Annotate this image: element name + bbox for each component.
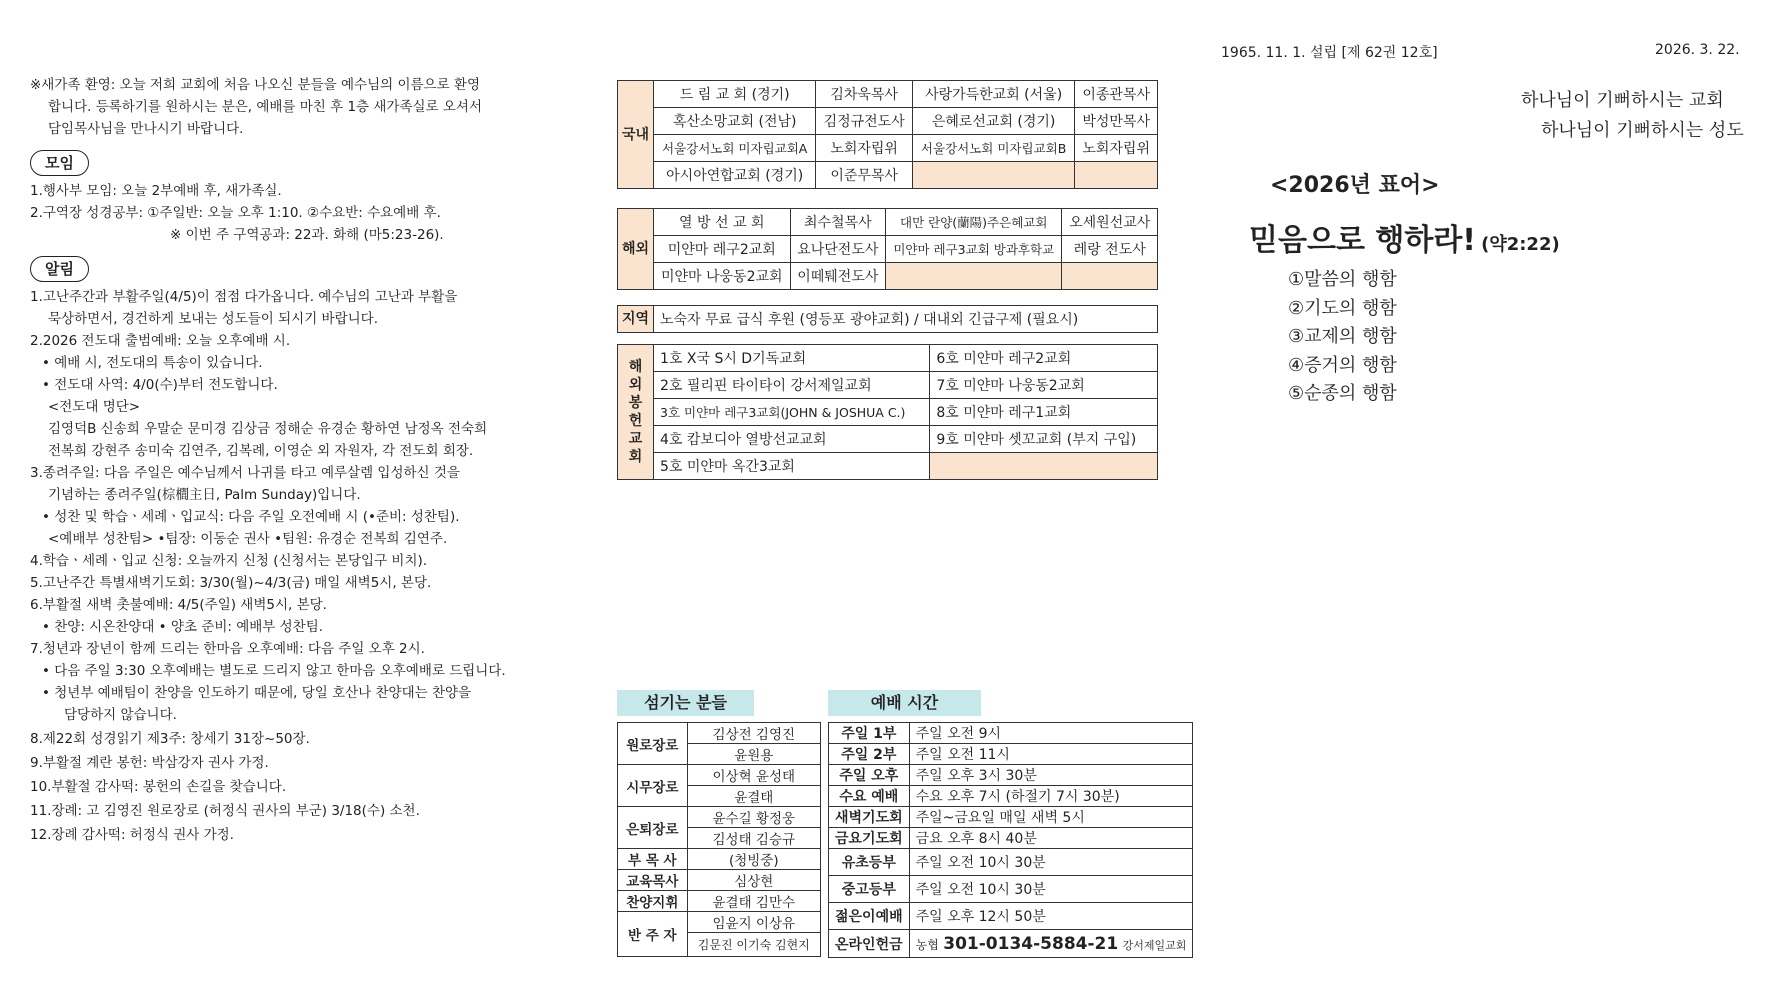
practice-item: ①말씀의 행함 — [1288, 269, 1397, 290]
service-time: 주일 오후 3시 30분 — [909, 765, 1193, 786]
name-cell: 심상현 — [687, 870, 820, 891]
practice-item: ⑤순종의 행함 — [1288, 383, 1397, 404]
established-line: 1965. 11. 1. 설립 [제 62권 12호] — [1221, 45, 1438, 61]
allim-line: 12.장례 감사떡: 허정식 권사 가정. — [30, 827, 234, 843]
motto-church: 하나님이 기뻐하시는 교회 — [1521, 90, 1724, 111]
domestic-side-label: 국내 — [618, 81, 654, 189]
name-cell: 이상혁 윤성태 — [687, 765, 820, 786]
table-cell: 4호 캄보디아 열방선교교회 — [654, 426, 930, 453]
empty-cell — [930, 453, 1158, 480]
table-cell: 6호 미얀마 레구2교회 — [930, 345, 1158, 372]
service-name: 수요 예배 — [829, 786, 910, 807]
year-slogan: 믿음으로 행하라! — [1249, 223, 1476, 258]
table-cell: 노회자립위 — [816, 135, 913, 162]
announcements-column — [30, 74, 590, 846]
table-cell: 미얀마 나웅동2교회 — [654, 263, 791, 290]
overseas-side-label: 해외 — [618, 209, 654, 290]
mission-side-label: 해외봉헌교회 — [618, 345, 654, 480]
table-cell: 미얀마 레구2교회 — [654, 236, 791, 263]
moim-item: 2.구역장 성경공부: ①주일반: 오늘 오후 1:10. ②수요반: 수요예배 후. — [30, 205, 441, 221]
allim-line: • 예배 시, 전도대의 특송이 있습니다. — [42, 355, 263, 371]
moim-heading: 모임 — [30, 150, 89, 176]
service-time: 주일 오전 9시 — [909, 723, 1193, 744]
allim-line: 1.고난주간과 부활주일(4/5)이 점점 다가옵니다. 예수님의 고난과 부활을 — [30, 289, 458, 305]
table-cell: 5호 미얀마 옥간3교회 — [654, 453, 930, 480]
online-offering-label: 온라인헌금 — [829, 930, 910, 958]
service-name: 주일 오후 — [829, 765, 910, 786]
table-cell: 노회자립위 — [1075, 135, 1158, 162]
name-cell: 윤원용 — [687, 744, 820, 765]
empty-cell — [886, 263, 1062, 290]
practice-item: ④증거의 행함 — [1288, 354, 1397, 376]
allim-line: 6.부활절 새벽 촛불예배: 4/5(주일) 새벽5시, 본당. — [30, 597, 327, 613]
role-cell: 찬양지휘 — [618, 891, 688, 912]
table-cell: 사랑가득한교회 (서울) — [912, 81, 1074, 108]
allim-line: 기념하는 종려주일(棕櫚主日, Palm Sunday)입니다. — [48, 487, 361, 503]
table-cell: 이떼퉤전도사 — [790, 263, 886, 290]
region-text: 노숙자 무료 급식 후원 (영등포 광야교회) / 대내외 긴급구제 (필요시) — [654, 306, 1158, 333]
practice-item: ②기도의 행함 — [1288, 297, 1397, 319]
service-time: 주일 오후 12시 50분 — [909, 903, 1193, 930]
table-cell: 김정규전도사 — [816, 108, 913, 135]
service-name: 주일 2부 — [829, 744, 910, 765]
allim-line: 7.청년과 장년이 함께 드리는 한마음 오후예배: 다음 주일 오후 2시. — [30, 641, 425, 657]
table-cell: 미얀마 레구3교회 방과후학교 — [886, 236, 1062, 263]
service-time: 주일~금요일 매일 새벽 5시 — [909, 807, 1193, 828]
allim-line: • 다음 주일 3:30 오후예배는 별도로 드리지 않고 한마음 오후예배로 드립니다. — [42, 663, 506, 679]
domestic-mission-table — [617, 80, 1158, 189]
table-cell: 이준무목사 — [816, 162, 913, 189]
year-motto-title: <2026년 표어> — [1270, 173, 1440, 198]
region-table — [617, 305, 1158, 333]
allim-line: 전복희 강현주 송미숙 김연주, 김복례, 이영순 외 자원자, 각 전도회 회장. — [48, 443, 474, 459]
table-cell: 드 림 교 회 (경기) — [654, 81, 816, 108]
worship-heading: 예배 시간 — [828, 690, 981, 716]
role-cell: 반 주 자 — [618, 912, 688, 957]
intro-line: 담임목사님을 만나시기 바랍니다. — [48, 121, 244, 137]
allim-line: <예배부 성찬팀> •팀장: 이동순 권사 •팀원: 유경순 전복희 김연주. — [48, 531, 448, 547]
practice-list — [1288, 266, 1397, 409]
table-cell: 혹산소망교회 (전남) — [654, 108, 816, 135]
table-cell: 은혜로선교회 (경기) — [912, 108, 1074, 135]
service-name: 중고등부 — [829, 876, 910, 903]
bank-name: 농협 — [915, 937, 939, 952]
service-time: 수요 오후 7시 (하절기 7시 30분) — [909, 786, 1193, 807]
region-label: 지역 — [618, 306, 654, 333]
allim-line: 3.종려주일: 다음 주일은 예수님께서 나귀를 타고 예루살렘 입성하신 것을 — [30, 465, 460, 481]
name-cell: 김문진 이기숙 김현지 — [687, 933, 820, 957]
allim-line: 9.부활절 계란 봉헌: 박삼강자 권사 가정. — [30, 755, 269, 771]
servers-table — [617, 722, 821, 957]
table-cell: 8호 미얀마 레구1교회 — [930, 399, 1158, 426]
allim-line: 8.제22회 성경읽기 제3주: 창세기 31장~50장. — [30, 731, 310, 747]
table-cell: 열 방 선 교 회 — [654, 209, 791, 236]
table-cell: 요나단전도사 — [790, 236, 886, 263]
allim-line: • 전도대 사역: 4/0(수)부터 전도합니다. — [42, 377, 278, 393]
table-cell: 아시아연합교회 (경기) — [654, 162, 816, 189]
table-cell: 7호 미얀마 나웅동2교회 — [930, 372, 1158, 399]
table-cell: 박성만목사 — [1075, 108, 1158, 135]
service-name: 유초등부 — [829, 849, 910, 876]
role-cell: 원로장로 — [618, 723, 688, 765]
role-cell: 은퇴장로 — [618, 807, 688, 849]
name-cell: 윤수길 황정웅 — [687, 807, 820, 828]
service-name: 주일 1부 — [829, 723, 910, 744]
allim-line: • 찬양: 시온찬양대 • 양초 준비: 예배부 성찬팀. — [42, 619, 324, 635]
name-cell: 임윤지 이상유 — [687, 912, 820, 933]
allim-line: 2.2026 전도대 출범예배: 오늘 오후예배 시. — [30, 333, 291, 349]
table-cell: 레랑 전도사 — [1062, 236, 1158, 263]
table-cell: 오세원선교사 — [1062, 209, 1158, 236]
name-cell: 윤결태 김만수 — [687, 891, 820, 912]
service-time: 주일 오전 10시 30분 — [909, 849, 1193, 876]
table-cell: 1호 X국 S시 D기독교회 — [654, 345, 930, 372]
name-cell: (청빙중) — [687, 849, 820, 870]
allim-line: • 성찬 및 학습ㆍ세례ㆍ입교식: 다음 주일 오전예배 시 (•준비: 성찬팀). — [42, 509, 460, 525]
service-time: 주일 오전 10시 30분 — [909, 876, 1193, 903]
account-holder: 강서제일교회 — [1122, 938, 1187, 952]
servers-heading: 섬기는 분들 — [617, 690, 754, 716]
practice-item: ③교제의 행함 — [1288, 326, 1397, 347]
empty-cell — [912, 162, 1074, 189]
moim-item: ※ 이번 주 구역공과: 22과. 화해 (마5:23-26). — [170, 227, 444, 243]
table-cell: 서울강서노회 미자립교회B — [912, 135, 1074, 162]
name-cell: 김상전 김영진 — [687, 723, 820, 744]
allim-line: <전도대 명단> — [48, 399, 141, 415]
service-time: 주일 오전 11시 — [909, 744, 1193, 765]
service-name: 금요기도회 — [829, 828, 910, 849]
empty-cell — [1075, 162, 1158, 189]
table-cell: 9호 미얀마 셋꼬교회 (부지 구입) — [930, 426, 1158, 453]
intro-line: 합니다. 등록하기를 원하시는 분은, 예배를 마친 후 1층 새가족실로 오셔서 — [48, 99, 482, 115]
role-cell: 부 목 사 — [618, 849, 688, 870]
worship-table — [828, 722, 1193, 958]
name-cell: 김성태 김승규 — [687, 828, 820, 849]
table-cell: 김차욱목사 — [816, 81, 913, 108]
empty-cell — [1062, 263, 1158, 290]
moim-item: 1.행사부 모임: 오늘 2부예배 후, 새가족실. — [30, 183, 282, 199]
slogan-verse: (약2:22) — [1481, 234, 1560, 255]
name-cell: 윤결태 — [687, 786, 820, 807]
service-name: 젊은이예배 — [829, 903, 910, 930]
allim-line: 5.고난주간 특별새벽기도회: 3/30(월)~4/3(금) 매일 새벽5시, 본당. — [30, 575, 432, 591]
table-cell: 서울강서노회 미자립교회A — [654, 135, 816, 162]
overseas-mission-table — [617, 208, 1158, 290]
motto-believer: 하나님이 기뻐하시는 성도 — [1541, 120, 1744, 141]
table-cell: 3호 미얀마 레구3교회(JOHN & JOSHUA C.) — [654, 399, 930, 426]
allim-line: 묵상하면서, 경건하게 보내는 성도들이 되시기 바랍니다. — [48, 311, 378, 327]
allim-line: • 청년부 예배팀이 찬양을 인도하기 때문에, 당일 호산나 찬양대는 찬양을 — [42, 685, 472, 701]
issue-date: 2026. 3. 22. — [1655, 42, 1740, 58]
table-cell: 이종관목사 — [1075, 81, 1158, 108]
table-cell: 대만 란양(蘭陽)주은혜교회 — [886, 209, 1062, 236]
account-number: 301-0134-5884-21 — [943, 933, 1119, 954]
intro-line: ※새가족 환영: 오늘 저희 교회에 처음 나오신 분들을 예수님의 이름으로 환영 — [30, 77, 481, 93]
role-cell: 교육목사 — [618, 870, 688, 891]
allim-line: 김영덕B 신송희 우말순 문미경 김상금 정해순 유경순 황하연 남정옥 전숙희 — [48, 421, 488, 437]
service-time: 금요 오후 8시 40분 — [909, 828, 1193, 849]
allim-line: 11.장례: 고 김영진 원로장로 (허정식 권사의 부군) 3/18(수) 소천. — [30, 803, 420, 819]
service-name: 새벽기도회 — [829, 807, 910, 828]
role-cell: 시무장로 — [618, 765, 688, 807]
allim-line: 담당하지 않습니다. — [64, 707, 177, 723]
allim-heading: 알림 — [30, 256, 89, 282]
table-cell: 2호 필리핀 타이타이 강서제일교회 — [654, 372, 930, 399]
allim-line: 4.학습ㆍ세례ㆍ입교 신청: 오늘까지 신청 (신청서는 본당입구 비치). — [30, 553, 428, 569]
allim-line: 10.부활절 감사떡: 봉헌의 손길을 찾습니다. — [30, 779, 287, 795]
table-cell: 최수철목사 — [790, 209, 886, 236]
mission-church-table — [617, 344, 1158, 480]
